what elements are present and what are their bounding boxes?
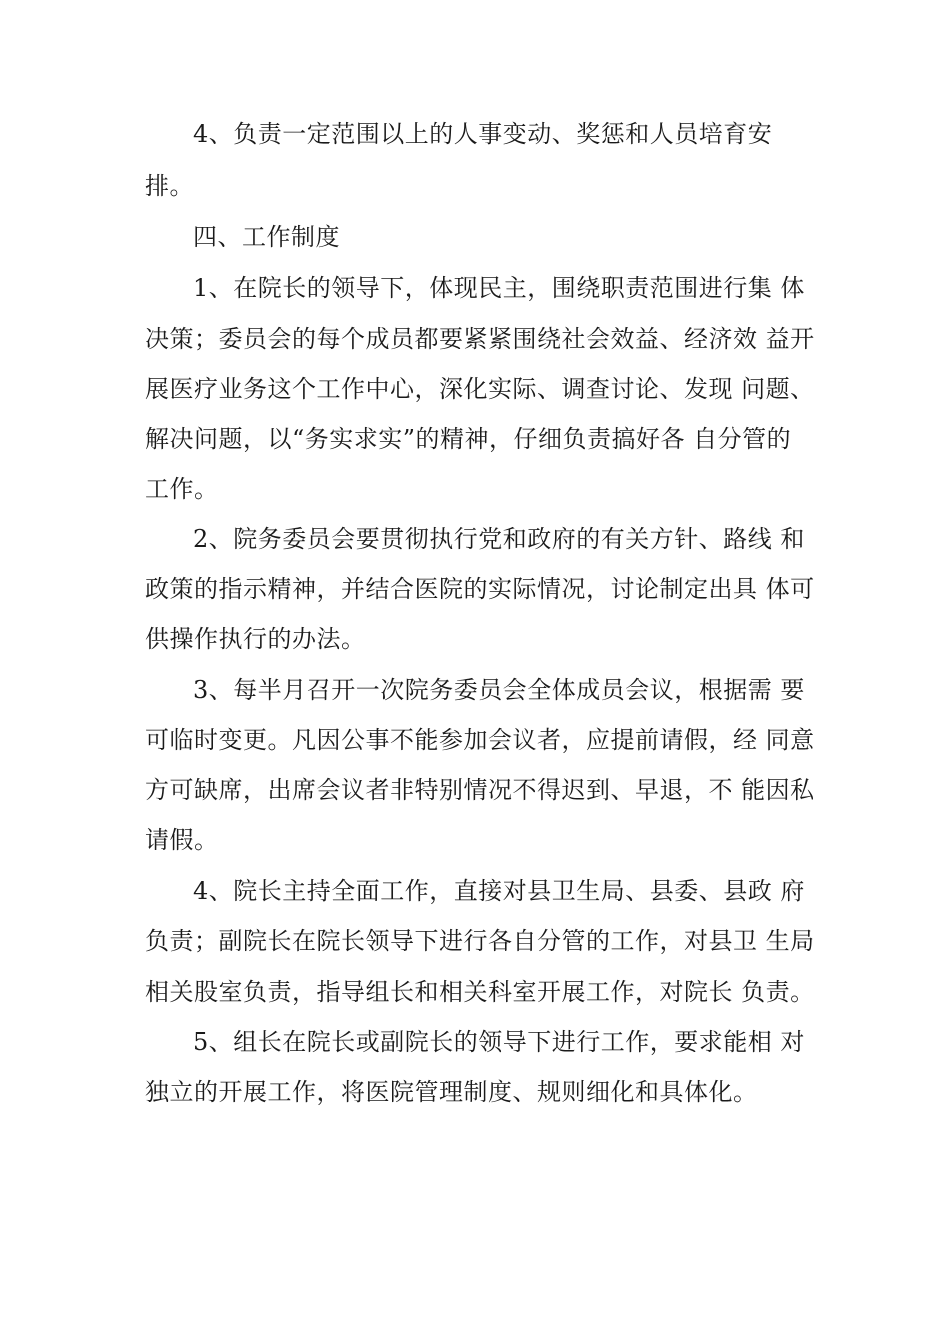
paragraph-line: 相关股室负责，指导组长和相关科室开展工作，对院长 负责。 [145,978,815,1006]
paragraph-line: 独立的开展工作，将医院管理制度、规则细化和具体化。 [145,1078,758,1106]
paragraph-line: 供操作执行的办法。 [145,625,366,653]
paragraph-line: 4、负责一定范围以上的人事变动、奖惩和人员培育安 [193,120,773,148]
paragraph-line: 工作。 [145,475,219,503]
paragraph-line: 请假。 [145,826,219,854]
paragraph-line: 解决问题，以“务实求实”的精神，仔细负责搞好各 自分管的 [145,425,792,453]
paragraph-line: 2、院务委员会要贯彻执行党和政府的有关方针、路线 和 [193,525,805,553]
paragraph-line: 可临时变更。凡因公事不能参加会议者，应提前请假，经 同意 [145,726,815,754]
paragraph-line: 排。 [145,172,194,200]
paragraph-line: 4、院长主持全面工作，直接对县卫生局、县委、县政 府 [193,877,805,905]
section-heading: 四、工作制度 [193,223,340,251]
paragraph-line: 政策的指示精神，并结合医院的实际情况，讨论制定出具 体可 [145,575,815,603]
paragraph-line: 3、每半月召开一次院务委员会全体成员会议，根据需 要 [193,676,805,704]
paragraph-line: 展医疗业务这个工作中心，深化实际、调查讨论、发现 问题、 [145,375,815,403]
paragraph-line: 5、组长在院长或副院长的领导下进行工作，要求能相 对 [193,1028,805,1056]
paragraph-line: 1、在院长的领导下，体现民主，围绕职责范围进行集 体 [193,274,805,302]
paragraph-line: 负责；副院长在院长领导下进行各自分管的工作，对县卫 生局 [145,927,815,955]
paragraph-line: 决策；委员会的每个成员都要紧紧围绕社会效益、经济效 益开 [145,325,815,353]
paragraph-line: 方可缺席，出席会议者非特别情况不得迟到、早退，不 能因私 [145,776,815,804]
